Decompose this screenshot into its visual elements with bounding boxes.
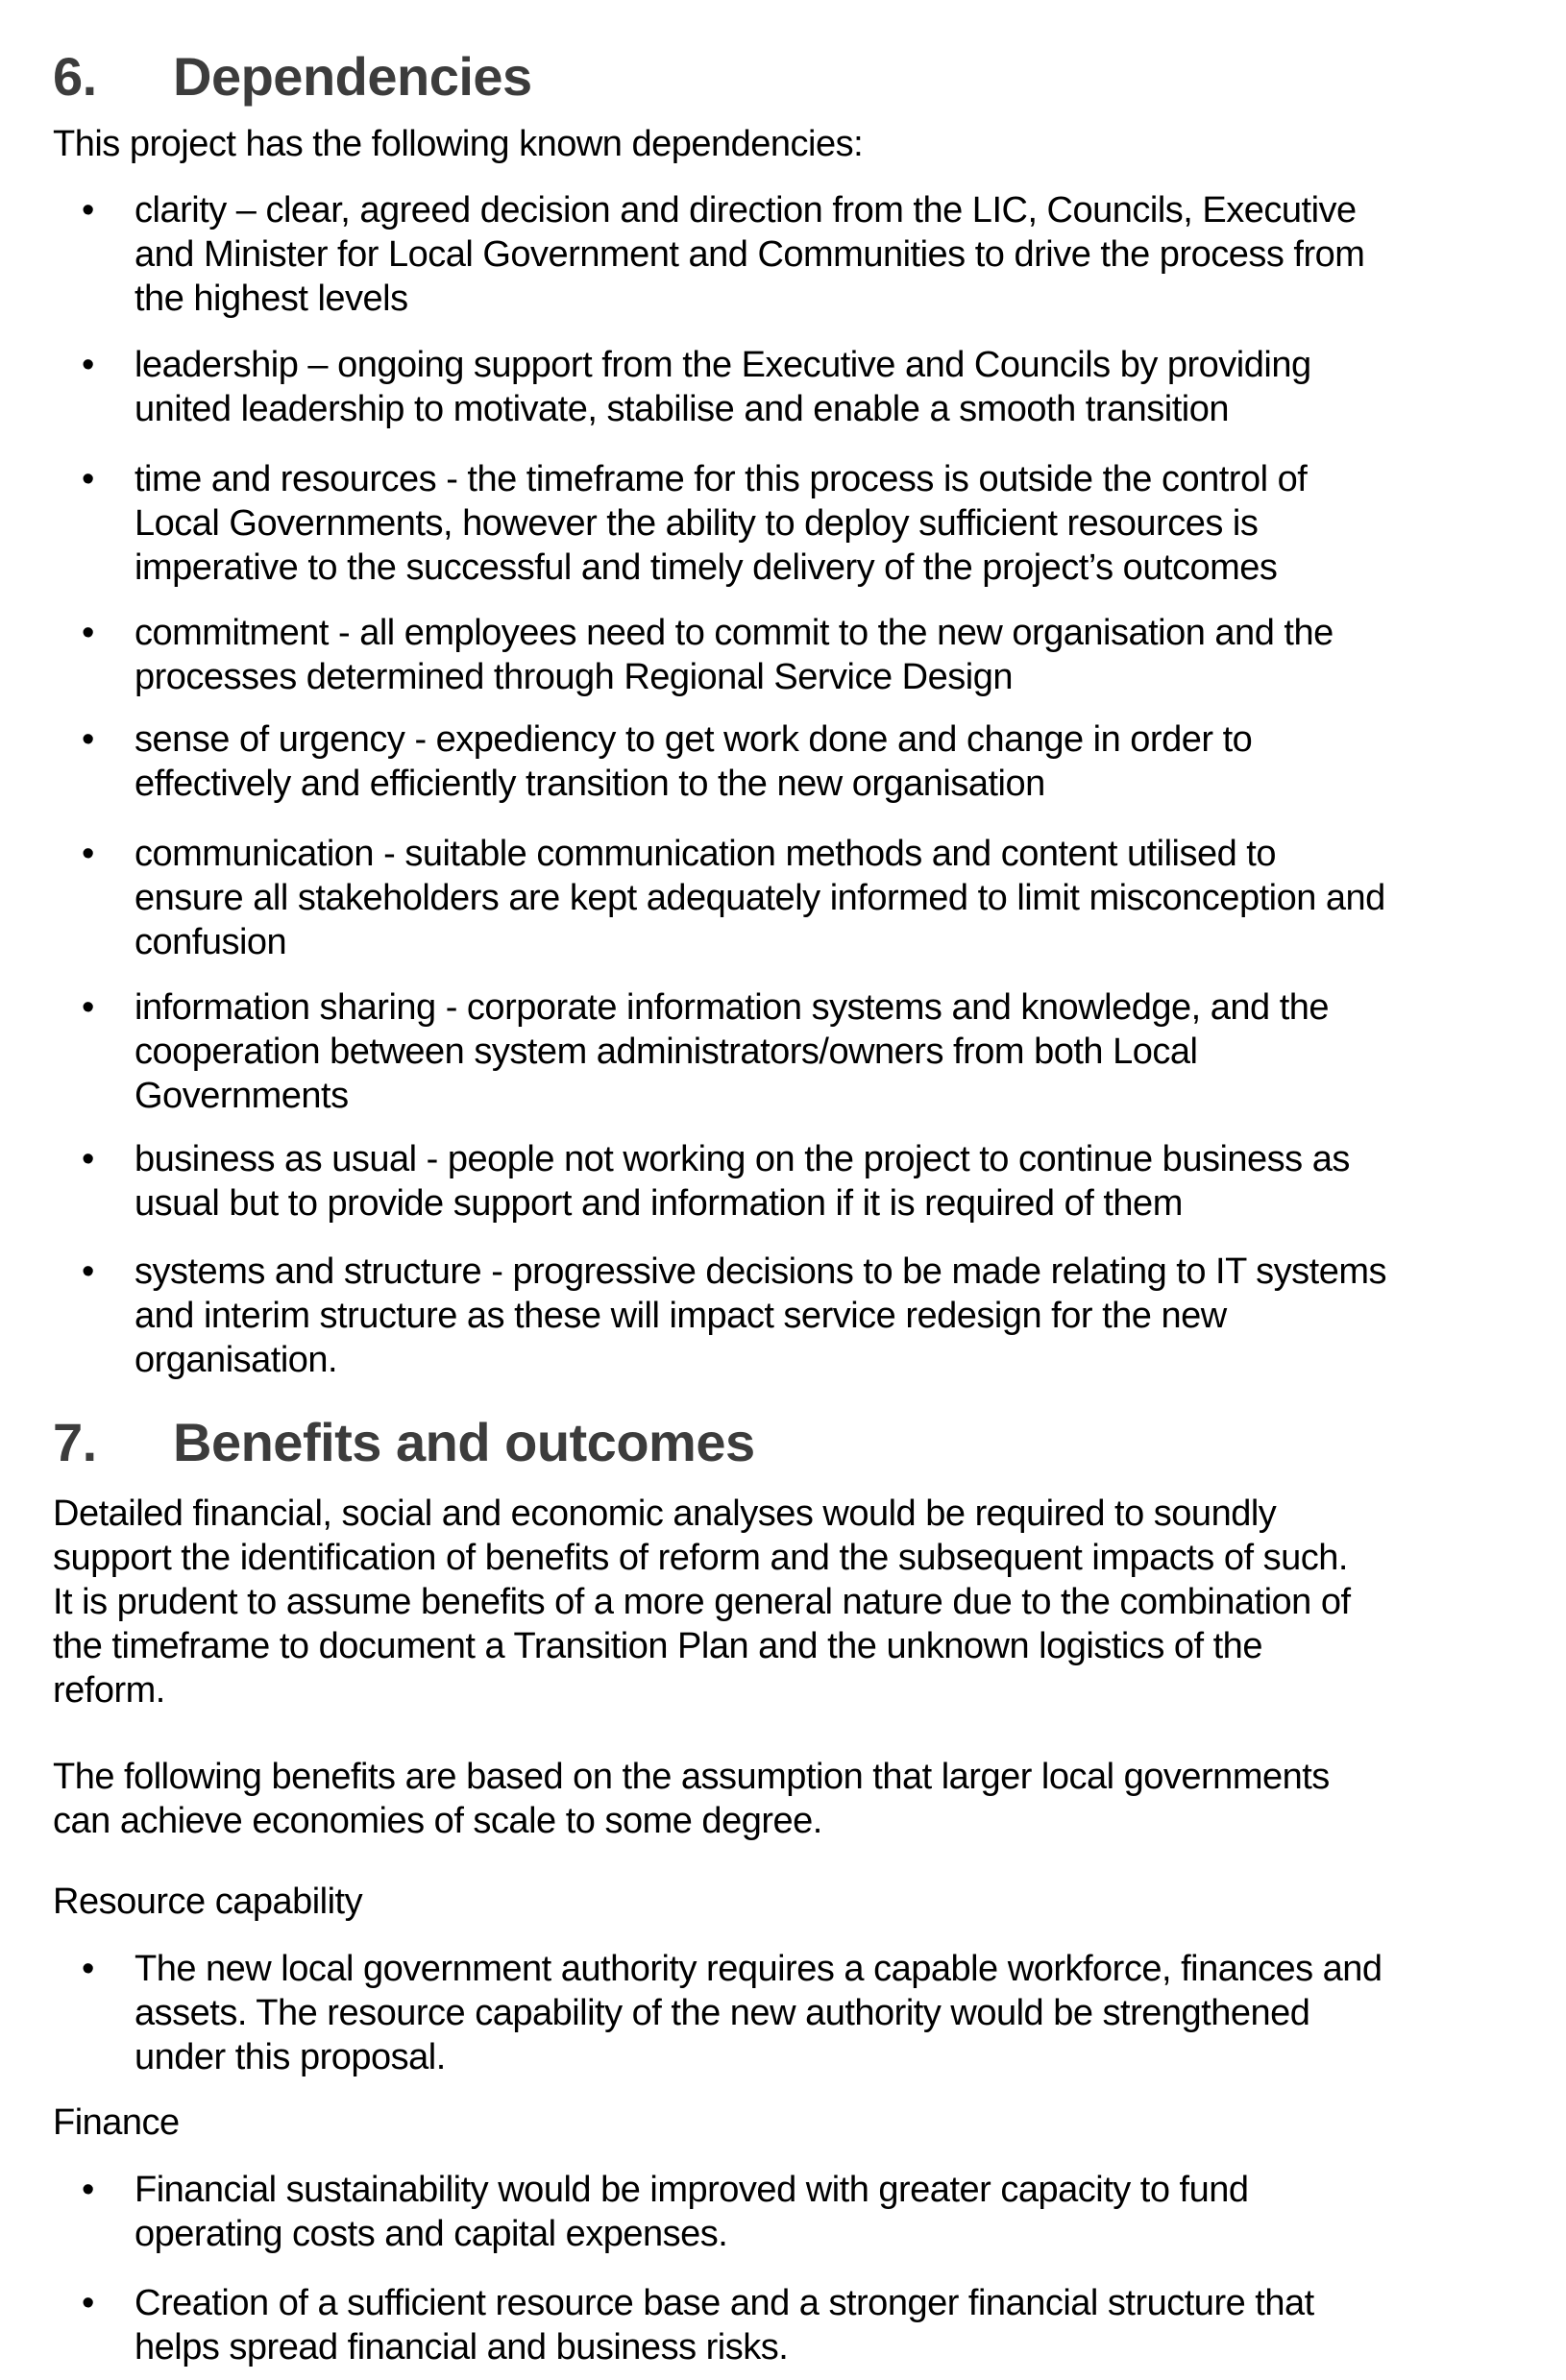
heading-title: Dependencies: [173, 46, 532, 107]
text-line: and Minister for Local Government and Communities to drive the process from: [135, 234, 1365, 275]
list-item-communication: [53, 832, 1518, 964]
list-item-leadership: [53, 343, 1518, 431]
section-heading-benefits: [53, 1411, 1518, 1474]
list-item-resource-capability: [53, 1947, 1518, 2079]
text-line: effectively and efficiently transition to the new organisation: [135, 764, 1045, 804]
text-line: under this proposal.: [135, 2037, 446, 2077]
text-line: • communication - suitable communication methods and content utilised to: [135, 834, 1276, 874]
intro-paragraph: [53, 122, 1518, 166]
text-line: • information sharing - corporate information systems and knowledge, and the: [135, 987, 1330, 1028]
heading-title: Benefits and outcomes: [173, 1412, 755, 1472]
text-line: • time and resources - the timeframe for this process is outside the control of: [135, 459, 1308, 499]
text-line: Governments: [135, 1076, 349, 1116]
dependencies-list: [53, 188, 1518, 1382]
text-line: and interim structure as these will impact service redesign for the new: [135, 1296, 1227, 1336]
text-line: • The new local government authority requires a capable workforce, finances and: [135, 1949, 1382, 1989]
list-item-commitment: [53, 611, 1518, 699]
text-line: processes determined through Regional Service Design: [135, 657, 1013, 697]
text-line: • leadership – ongoing support from the Executive and Councils by providing: [135, 345, 1311, 385]
subsection-label-finance: Finance: [53, 2102, 180, 2143]
list-item-financial-sustainability: [53, 2168, 1518, 2256]
text-line: cooperation between system administrators/owners from both Local: [135, 1032, 1198, 1072]
finance-list: [53, 2168, 1518, 2369]
resource-capability-list: [53, 1947, 1518, 2079]
text-line: • commitment - all employees need to commit to the new organisation and the: [135, 613, 1334, 653]
text-line: support the identification of benefits of reform and the subsequent impacts of such.: [53, 1538, 1348, 1578]
text-line: • Creation of a sufficient resource base and a stronger financial structure that: [135, 2283, 1314, 2323]
text-line: It is prudent to assume benefits of a more general nature due to the combination of: [53, 1582, 1351, 1622]
text-line: • business as usual - people not working on the project to continue business as: [135, 1139, 1350, 1179]
text-line: • sense of urgency - expediency to get work done and change in order to: [135, 719, 1253, 760]
text-line: • systems and structure - progressive decisions to be made relating to IT systems: [135, 1251, 1387, 1292]
list-item-time-resources: [53, 457, 1518, 590]
text-line: This project has the following known dependencies:: [53, 124, 864, 164]
list-item-systems-structure: [53, 1250, 1518, 1382]
text-line: confusion: [135, 922, 287, 962]
list-item-information-sharing: [53, 985, 1518, 1118]
text-line: • Financial sustainability would be improved with greater capacity to fund: [135, 2170, 1249, 2210]
text-line: Local Governments, however the ability to deploy sufficient resources is: [135, 503, 1259, 544]
text-line: united leadership to motivate, stabilise and enable a smooth transition: [135, 389, 1229, 429]
text-line: • clarity – clear, agreed decision and direction from the LIC, Councils, Executive: [135, 190, 1357, 231]
text-line: The following benefits are based on the assumption that larger local governments: [53, 1757, 1330, 1797]
text-line: imperative to the successful and timely delivery of the project’s outcomes: [135, 547, 1278, 588]
list-item-business-as-usual: [53, 1137, 1518, 1226]
subsection-label-resource-capability: Resource capability: [53, 1882, 363, 1922]
list-item-resource-base: [53, 2281, 1518, 2369]
list-item-sense-of-urgency: [53, 717, 1518, 806]
heading-number: 7.: [53, 1412, 97, 1472]
heading-number: 6.: [53, 46, 97, 107]
list-item-clarity: [53, 188, 1518, 321]
text-line: operating costs and capital expenses.: [135, 2214, 728, 2254]
text-line: can achieve economies of scale to some degree.: [53, 1801, 822, 1841]
text-line: helps spread financial and business risks.: [135, 2327, 789, 2368]
text-line: assets. The resource capability of the new authority would be strengthened: [135, 1993, 1310, 2033]
text-line: usual but to provide support and information if it is required of them: [135, 1183, 1183, 1224]
text-line: reform.: [53, 1670, 165, 1711]
text-line: the timeframe to document a Transition Plan and the unknown logistics of the: [53, 1626, 1262, 1666]
text-line: Detailed financial, social and economic analyses would be required to soundly: [53, 1494, 1277, 1534]
section-heading-dependencies: [53, 45, 1518, 109]
text-line: ensure all stakeholders are kept adequately informed to limit misconception and: [135, 878, 1385, 918]
text-line: the highest levels: [135, 279, 408, 319]
text-line: organisation.: [135, 1340, 338, 1380]
